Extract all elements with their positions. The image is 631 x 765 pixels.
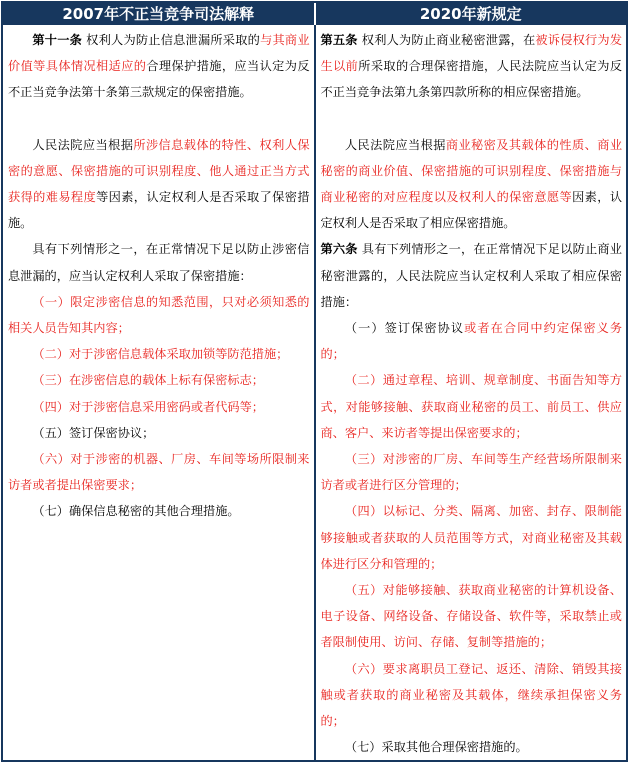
highlighted-text: （三）对涉密的厂房、车间等生产经营场所限制来访者或者进行区分管理的；	[320, 452, 622, 493]
measure-item: （五）签订保密协议；	[32, 425, 155, 440]
measure-item	[321, 656, 623, 735]
text-run: 权利人为防止信息泄漏所采取的	[82, 33, 261, 47]
measure-item	[321, 367, 623, 446]
measure-item: （三）在涉密信息的载体上标有保密标志；	[32, 373, 264, 388]
measures-list	[321, 315, 623, 760]
text-run: 具有下列情形之一，在正常情况下足以防止涉密信息泄漏的，应当认定权利人采取了保密措施：	[8, 242, 310, 283]
highlighted-text: 所涉信息载体的特性、权利人保密的意愿、保密措施的可识别程度、他人通过正当方式获得的难易程度	[8, 137, 310, 205]
measure-item	[321, 446, 623, 498]
article-5-paragraph	[321, 27, 623, 106]
comparison-table	[1, 1, 628, 762]
measure-item: （一）限定涉密信息的知悉范围，只对必须知悉的相关人员告知其内容；	[8, 294, 310, 336]
measure-item: （二）对于涉密信息载体采取加锁等防范措施；	[32, 347, 289, 362]
article-number: 第六条	[320, 242, 358, 257]
measure-item	[321, 315, 623, 367]
highlighted-text: （五）对能够接触、获取商业秘密的计算机设备、电子设备、网络设备、存储设备、软件等，采取禁止或者限制使用、访问、存储、复制等措施的；	[320, 583, 622, 650]
measure-item: （七）确保信息秘密的其他合理措施。	[32, 504, 240, 519]
measure-item	[321, 498, 623, 577]
highlighted-text: （二）通过章程、培训、规章制度、书面告知等方式，对能够接触、获取商业秘密的员工、前员工、供应商、客户、来访者等提出保密要求的；	[320, 373, 622, 440]
factors-paragraph	[321, 132, 623, 237]
highlighted-text: 商业秘密及其载体的性质、商业秘密的商业价值、保密措施的可识别程度、保密措施与商业秘密的对应程度以及权利人的保密意愿等	[320, 137, 623, 205]
highlighted-text: 与其商业价值等具体情况相适应的	[8, 33, 310, 74]
article-11-paragraph	[8, 27, 310, 106]
text-run: （一）签订保密协议	[344, 321, 465, 336]
factors-paragraph	[8, 132, 310, 237]
text-run: 所采取的合理保密措施，人民法院应当认定为反不正当竞争法第九条第四款所称的相应保密措施。	[320, 59, 623, 100]
measure-item	[321, 734, 623, 760]
column-2007	[3, 25, 314, 760]
article-number: 第十一条	[32, 33, 83, 47]
text-run: 人民法院应当根据	[344, 137, 446, 152]
paragraph-gap	[8, 106, 310, 132]
measures-list	[8, 289, 310, 525]
text-run: 人民法院应当根据	[32, 137, 134, 152]
measure-item: （六）对于涉密的机器、厂房、车间等场所限制来访者或者提出保密要求；	[8, 452, 310, 493]
measure-item: （四）对于涉密信息采用密码或者代码等；	[32, 399, 264, 414]
paragraph-gap	[321, 106, 623, 132]
text-run: 具有下列情形之一，在正常情况下足以防止商业秘密泄露的，人民法院应当认定权利人采取了相应保密措施：	[320, 242, 622, 309]
header-2020: 2020年新规定	[314, 3, 627, 25]
column-2020	[314, 25, 627, 760]
text-run: 合理保护措施，应当认定为反不正当竞争法第十条第三款规定的保密措施。	[8, 59, 310, 100]
highlighted-text: 被诉侵权行为发生以前	[320, 33, 623, 74]
text-run: 因素，认定权利人是否采取了相应保密措施。	[320, 190, 623, 231]
header-2007: 2007年不正当竞争司法解释	[62, 5, 255, 23]
table-body	[3, 25, 626, 760]
text-run: 权利人为防止商业秘密泄露，在	[357, 33, 536, 47]
text-run: （七）采取其他合理保密措施的。	[344, 740, 528, 755]
highlighted-text: 或者在合同中约定保密义务的；	[320, 321, 623, 362]
table-header	[3, 3, 626, 25]
highlighted-text: （六）要求离职员工登记、返还、清除、销毁其接触或者获取的商业秘密及其载体，继续承担保密义务的；	[320, 661, 622, 729]
article-number: 第五条	[320, 33, 358, 47]
highlighted-text: （四）以标记、分类、隔离、加密、封存、限制能够接触或者获取的人员范围等方式，对商业秘密及其载体进行区分和管理的；	[320, 504, 622, 571]
circumstances-paragraph	[8, 236, 310, 288]
article-6-paragraph	[321, 236, 623, 315]
text-run: 等因素，认定权利人是否采取了保密措施。	[8, 190, 310, 231]
measure-item	[321, 577, 623, 656]
